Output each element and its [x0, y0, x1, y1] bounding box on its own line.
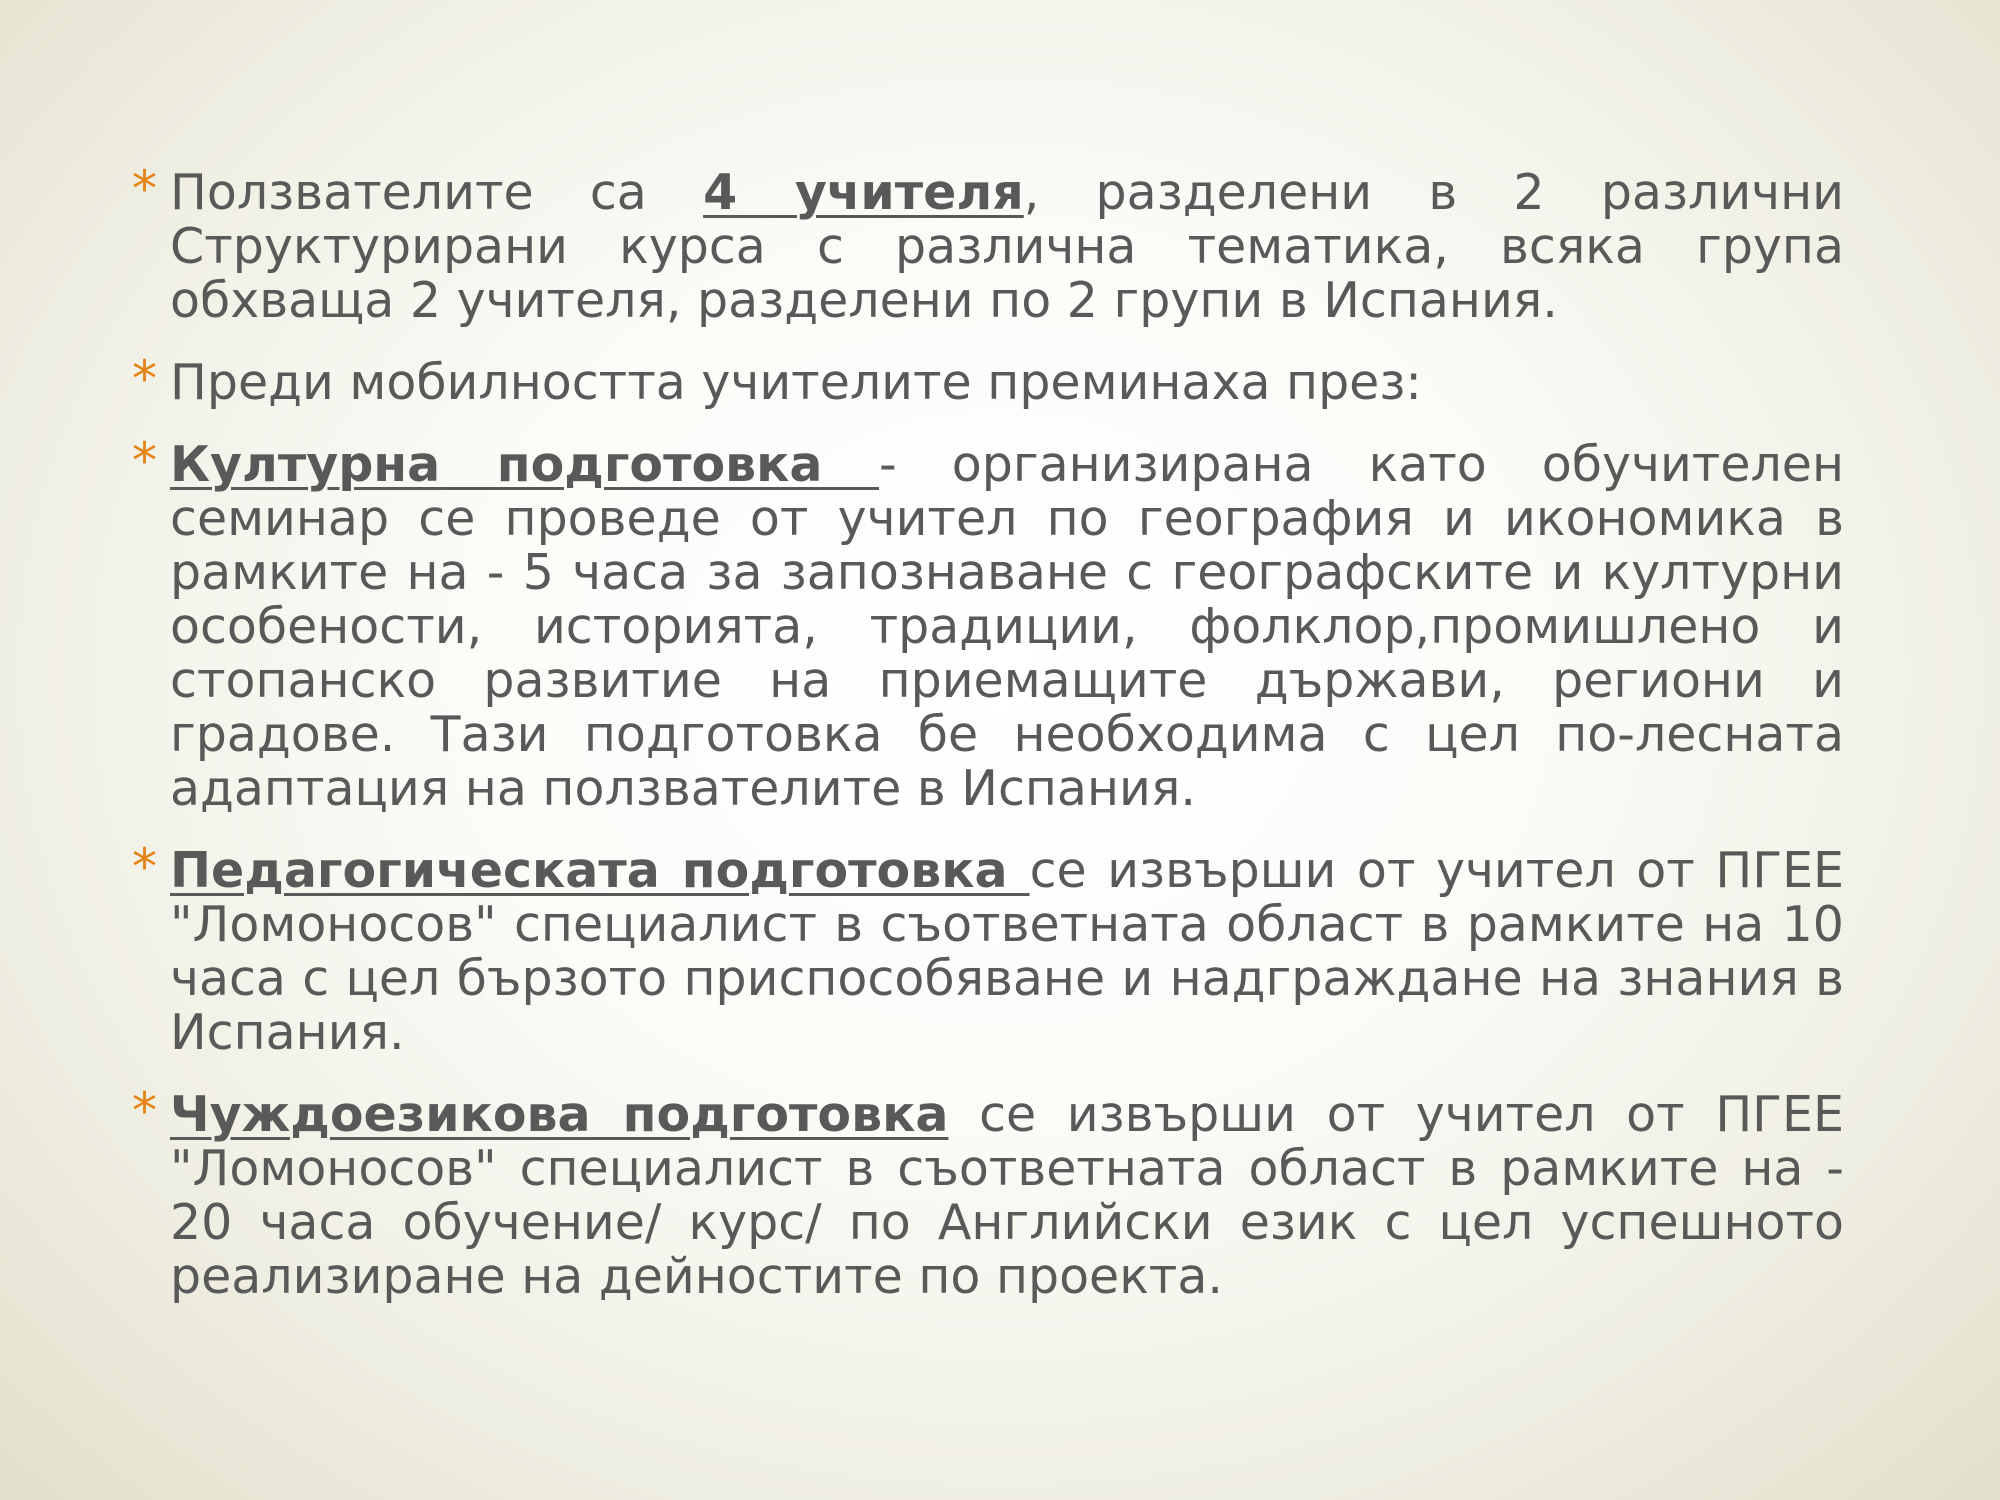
bullet-users: [132, 160, 1844, 329]
bullet-before-mobility-text: Преди мобилността учителите преминаха през:: [170, 354, 1422, 411]
cultural-preparation-text: - организирана като обучителен семинар се проведе от учител по география и икономика в рамките на - 5 часа за запознаване с географските и културни особености, историята, традиции, фолклор,промишлено и стопанско развитие на приемащите държави, региони и градове. Тази подготовка бе необходима с цел по-лесната адаптация на ползвателите в Испания.: [170, 436, 1844, 817]
bullet-users-rest: , разделени в 2 различни Структурирани курса с различна тематика, всяка група обхваща 2 учителя, разделени по 2 групи в Испания.: [170, 164, 1844, 329]
language-preparation-term: Чуждоезикова подготовка: [170, 1086, 949, 1143]
asterisk-icon: *: [132, 1082, 157, 1140]
teachers-count: 4 учителя: [703, 164, 1024, 221]
bullet-list: [132, 160, 1845, 1332]
language-preparation-text: се извърши от учител от ПГЕЕ "Ломоносов" специалист в съответната област в рамките на - 20 часа обучение/ курс/ по Английски език с цел успешното реализиране на дейностите по проекта.: [170, 1086, 1844, 1305]
asterisk-icon: *: [132, 350, 157, 408]
pedagogical-preparation-text: се извърши от учител от ПГЕЕ "Ломоносов" специалист в съответната област в рамките на 10 часа с цел бързото приспособяване и надграждане на знания в Испания.: [170, 842, 1845, 1061]
bullet-before-mobility: [132, 350, 1844, 411]
bullet-language-preparation: [132, 1082, 1844, 1305]
asterisk-icon: *: [132, 432, 157, 490]
bullet-pedagogical-preparation: [132, 838, 1845, 1061]
asterisk-icon: *: [132, 838, 157, 896]
asterisk-icon: *: [132, 160, 157, 218]
bullet-users-intro: Ползвателите са: [170, 164, 704, 221]
pedagogical-preparation-term: Педагогическата подготовка: [170, 842, 1030, 899]
cultural-preparation-term: Културна подготовка: [170, 436, 880, 493]
bullet-cultural-preparation: [132, 432, 1844, 817]
